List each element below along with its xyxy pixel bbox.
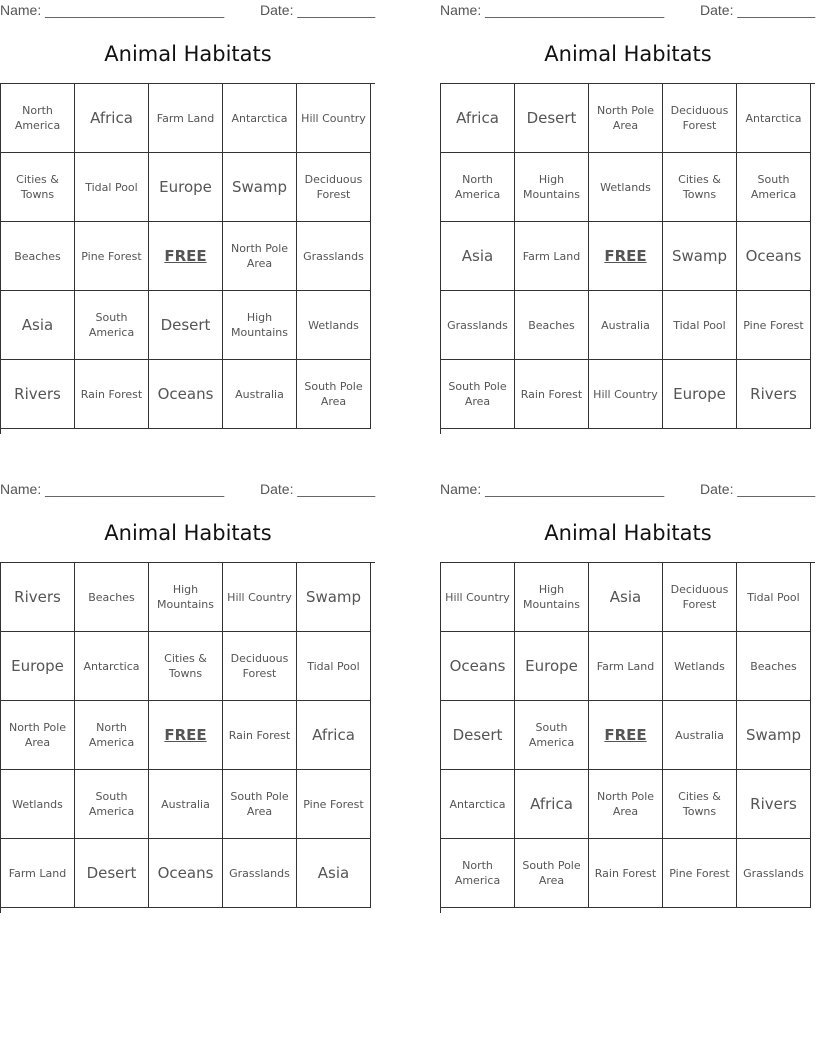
bingo-cell[interactable]: South America (75, 291, 149, 360)
bingo-cell[interactable]: South Pole Area (441, 360, 515, 429)
bingo-cell[interactable]: Farm Land (149, 84, 223, 153)
bingo-cell[interactable]: North Pole Area (1, 701, 75, 770)
bingo-cell[interactable]: Rivers (1, 360, 75, 429)
date-field[interactable]: Date: __________ (260, 2, 376, 18)
name-field[interactable]: Name: _______________________ (0, 481, 225, 497)
bingo-cell[interactable]: Rain Forest (515, 360, 589, 429)
bingo-cell[interactable]: South America (515, 701, 589, 770)
bingo-card-4 (440, 479, 816, 919)
bingo-cell[interactable]: Asia (441, 222, 515, 291)
bingo-cell[interactable]: Farm Land (1, 839, 75, 908)
bingo-cell[interactable]: Pine Forest (663, 839, 737, 908)
card-title: Animal Habitats (104, 521, 272, 545)
bingo-cell[interactable]: Swamp (663, 222, 737, 291)
name-date-line (440, 481, 816, 499)
bingo-cell[interactable]: Desert (75, 839, 149, 908)
bingo-cell[interactable]: Pine Forest (737, 291, 811, 360)
bingo-card-1 (0, 0, 376, 440)
bingo-grid (0, 562, 375, 913)
bingo-cell[interactable]: Desert (441, 701, 515, 770)
bingo-cell[interactable]: South America (75, 770, 149, 839)
bingo-cell[interactable]: Australia (223, 360, 297, 429)
bingo-cell[interactable]: Rivers (737, 770, 811, 839)
bingo-cell[interactable]: Tidal Pool (75, 153, 149, 222)
bingo-cell[interactable]: Grasslands (297, 222, 371, 291)
bingo-cell[interactable]: Antarctica (441, 770, 515, 839)
bingo-cell[interactable]: Oceans (149, 839, 223, 908)
bingo-cell[interactable]: Hill Country (223, 563, 297, 632)
bingo-cell[interactable]: Beaches (1, 222, 75, 291)
bingo-cell[interactable]: South Pole Area (223, 770, 297, 839)
bingo-grid (0, 83, 375, 434)
bingo-cell[interactable]: Deciduous Forest (663, 563, 737, 632)
bingo-cell[interactable]: South Pole Area (297, 360, 371, 429)
bingo-card-2 (440, 0, 816, 440)
bingo-cell[interactable]: Rain Forest (223, 701, 297, 770)
bingo-cell[interactable]: Grasslands (737, 839, 811, 908)
bingo-cell[interactable]: Cities & Towns (663, 770, 737, 839)
bingo-cell[interactable]: Tidal Pool (737, 563, 811, 632)
bingo-cell[interactable]: Tidal Pool (663, 291, 737, 360)
bingo-cell[interactable]: Beaches (515, 291, 589, 360)
bingo-cell[interactable]: Desert (149, 291, 223, 360)
bingo-cell[interactable]: Swamp (737, 701, 811, 770)
free-space-cell[interactable]: FREE (589, 701, 663, 770)
bingo-cell[interactable]: Oceans (441, 632, 515, 701)
bingo-cell[interactable]: Australia (149, 770, 223, 839)
date-field[interactable]: Date: __________ (700, 481, 816, 497)
bingo-cell[interactable]: North America (441, 839, 515, 908)
date-field[interactable]: Date: __________ (700, 2, 816, 18)
bingo-cell[interactable]: Cities & Towns (149, 632, 223, 701)
bingo-cell[interactable]: High Mountains (515, 563, 589, 632)
bingo-cell[interactable]: North America (1, 84, 75, 153)
bingo-cell[interactable]: Hill Country (441, 563, 515, 632)
bingo-cell[interactable]: North America (75, 701, 149, 770)
bingo-cell[interactable]: Australia (663, 701, 737, 770)
bingo-cell[interactable]: Asia (589, 563, 663, 632)
bingo-cell[interactable]: Africa (75, 84, 149, 153)
bingo-cell[interactable]: Asia (297, 839, 371, 908)
bingo-cell[interactable]: Pine Forest (75, 222, 149, 291)
bingo-cell[interactable]: Pine Forest (297, 770, 371, 839)
bingo-cell[interactable]: Europe (1, 632, 75, 701)
bingo-cell[interactable]: Grasslands (223, 839, 297, 908)
bingo-cell[interactable]: Oceans (149, 360, 223, 429)
bingo-cell[interactable]: Cities & Towns (1, 153, 75, 222)
bingo-cell[interactable]: High Mountains (223, 291, 297, 360)
bingo-cell[interactable]: North Pole Area (589, 770, 663, 839)
bingo-cell[interactable]: Hill Country (297, 84, 371, 153)
bingo-card-3 (0, 479, 376, 919)
bingo-cell[interactable]: Rain Forest (589, 839, 663, 908)
bingo-cell[interactable]: Antarctica (75, 632, 149, 701)
name-date-line (0, 2, 376, 20)
bingo-cell[interactable]: Rivers (1, 563, 75, 632)
bingo-cell[interactable]: Deciduous Forest (297, 153, 371, 222)
bingo-cell[interactable]: Hill Country (589, 360, 663, 429)
bingo-grid (440, 83, 815, 434)
bingo-cell[interactable]: Antarctica (737, 84, 811, 153)
bingo-cell[interactable]: Cities & Towns (663, 153, 737, 222)
bingo-cell[interactable]: Beaches (737, 632, 811, 701)
bingo-cell[interactable]: Grasslands (441, 291, 515, 360)
bingo-cell[interactable]: Beaches (75, 563, 149, 632)
card-title: Animal Habitats (544, 521, 712, 545)
bingo-cell[interactable]: North Pole Area (589, 84, 663, 153)
bingo-cell[interactable]: Rain Forest (75, 360, 149, 429)
bingo-cell[interactable]: Deciduous Forest (223, 632, 297, 701)
bingo-cell[interactable]: Farm Land (515, 222, 589, 291)
name-field[interactable]: Name: _______________________ (0, 2, 225, 18)
free-space-cell[interactable]: FREE (589, 222, 663, 291)
bingo-cell[interactable]: Wetlands (589, 153, 663, 222)
bingo-cell[interactable]: Australia (589, 291, 663, 360)
bingo-cell[interactable]: Africa (515, 770, 589, 839)
bingo-cell[interactable]: Antarctica (223, 84, 297, 153)
bingo-cell[interactable]: Europe (663, 360, 737, 429)
bingo-cell[interactable]: Rivers (737, 360, 811, 429)
bingo-cell[interactable]: Europe (149, 153, 223, 222)
bingo-cell[interactable]: High Mountains (515, 153, 589, 222)
name-field[interactable]: Name: _______________________ (440, 2, 665, 18)
name-date-line (0, 481, 376, 499)
bingo-cell[interactable]: Farm Land (589, 632, 663, 701)
bingo-cell[interactable]: North Pole Area (223, 222, 297, 291)
card-title: Animal Habitats (544, 42, 712, 66)
bingo-cell[interactable]: Wetlands (663, 632, 737, 701)
bingo-cell[interactable]: High Mountains (149, 563, 223, 632)
bingo-cell[interactable]: Africa (297, 701, 371, 770)
bingo-cell[interactable]: Wetlands (297, 291, 371, 360)
bingo-grid (440, 562, 815, 913)
bingo-cell[interactable]: Swamp (297, 563, 371, 632)
bingo-cell[interactable]: South America (737, 153, 811, 222)
date-field[interactable]: Date: __________ (260, 481, 376, 497)
bingo-cell[interactable]: Africa (441, 84, 515, 153)
bingo-cell[interactable]: Wetlands (1, 770, 75, 839)
free-space-cell[interactable]: FREE (149, 222, 223, 291)
bingo-cell[interactable]: South Pole Area (515, 839, 589, 908)
card-title: Animal Habitats (104, 42, 272, 66)
bingo-cell[interactable]: Swamp (223, 153, 297, 222)
bingo-cell[interactable]: Oceans (737, 222, 811, 291)
bingo-cell[interactable]: Desert (515, 84, 589, 153)
bingo-cell[interactable]: Deciduous Forest (663, 84, 737, 153)
bingo-cell[interactable]: North America (441, 153, 515, 222)
name-field[interactable]: Name: _______________________ (440, 481, 665, 497)
name-date-line (440, 2, 816, 20)
free-space-cell[interactable]: FREE (149, 701, 223, 770)
bingo-cell[interactable]: Europe (515, 632, 589, 701)
bingo-cell[interactable]: Asia (1, 291, 75, 360)
bingo-cell[interactable]: Tidal Pool (297, 632, 371, 701)
